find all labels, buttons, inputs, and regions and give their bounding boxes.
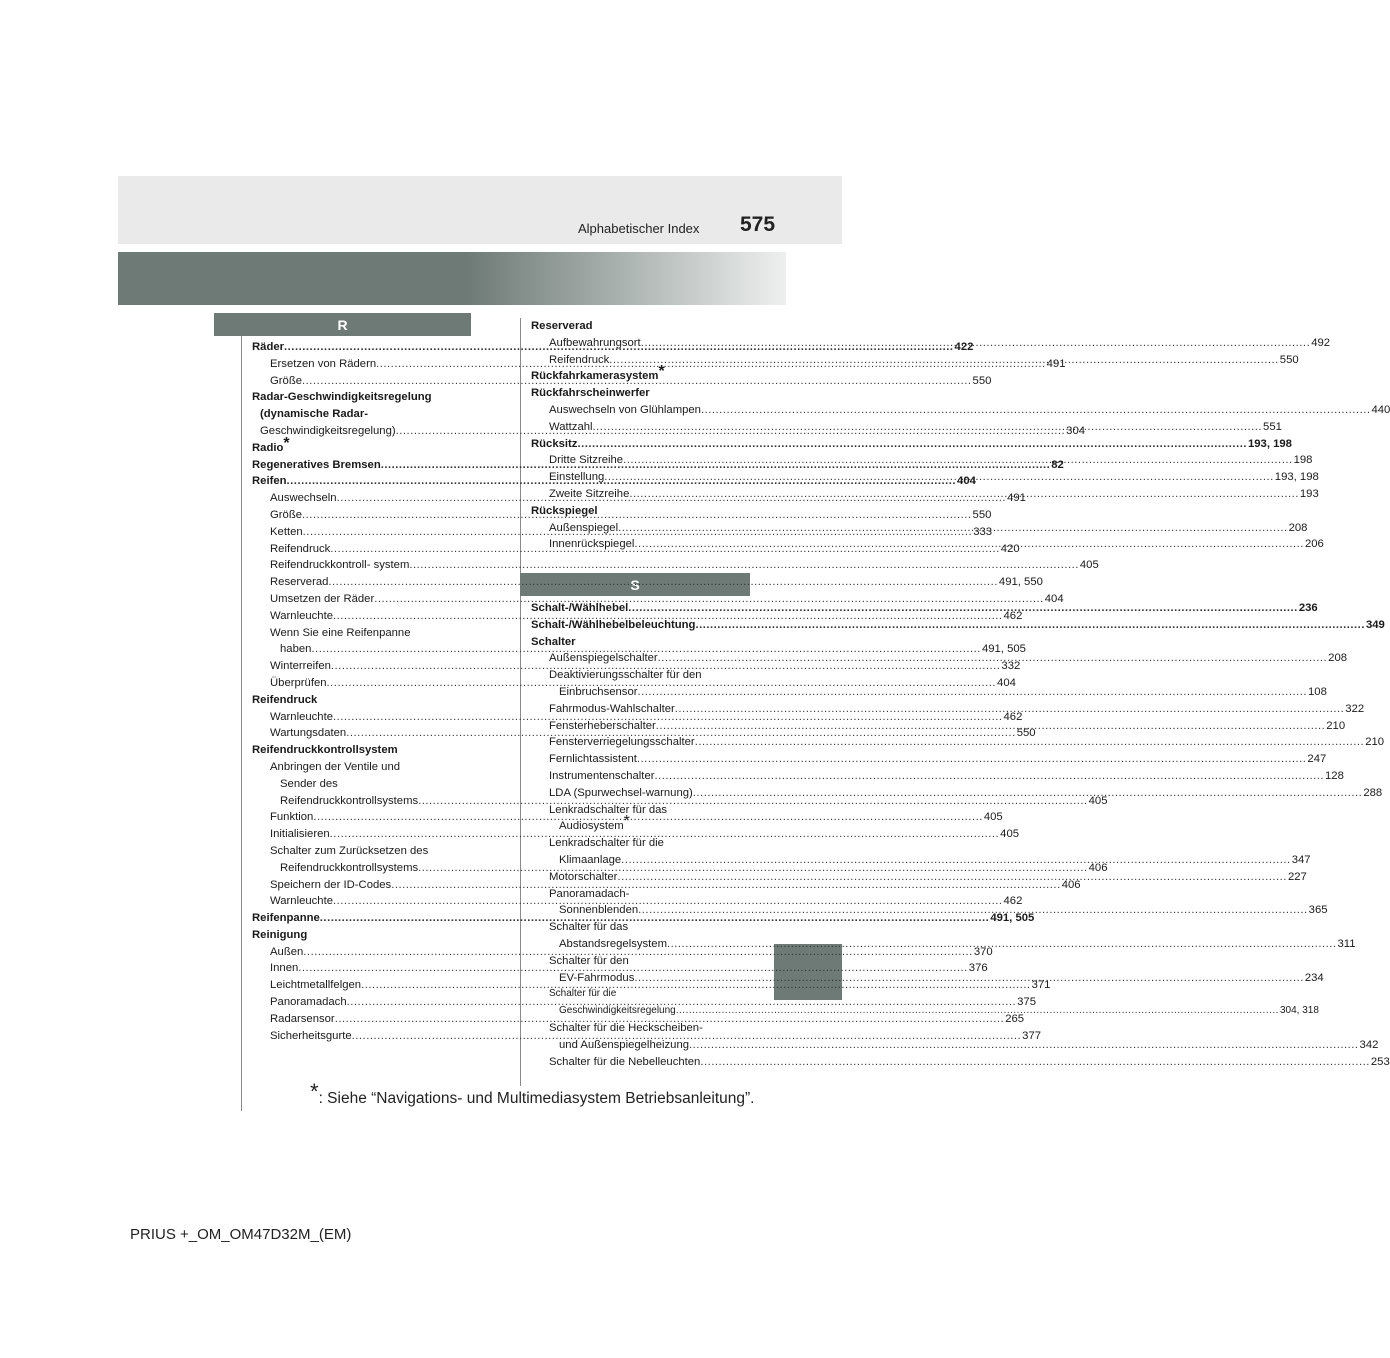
index-page-ref: 82 xyxy=(1051,458,1064,471)
index-term: Radio xyxy=(252,441,284,454)
dot-leader xyxy=(693,785,1363,802)
index-page-ref: 405 xyxy=(1000,828,1020,841)
index-term: Schalter für das xyxy=(549,921,629,934)
index-term: Wenn Sie eine Reifenpanne xyxy=(270,626,411,639)
index-heading xyxy=(531,813,751,835)
index-term: Radarsensor xyxy=(270,1012,335,1025)
index-page-ref: 198 xyxy=(1293,454,1313,467)
index-term: Schalt-/Wählhebelbeleuchtung xyxy=(531,618,696,631)
index-heading xyxy=(531,919,751,936)
index-term: Rückfahrkamerasystem xyxy=(531,370,659,383)
dot-leader xyxy=(637,751,1307,768)
index-term: Innenrückspiegel xyxy=(549,538,635,551)
index-entry xyxy=(531,617,1385,634)
index-page-ref: 371 xyxy=(1031,979,1051,992)
index-term: Reifendruckkontrollsystem xyxy=(252,744,398,757)
index-heading xyxy=(252,927,472,944)
index-term: Schalter xyxy=(531,635,576,648)
footnote-star-marker: * xyxy=(658,363,665,381)
index-page-ref: 265 xyxy=(1005,1012,1025,1025)
index-term: Reifendruckkontrollsystems xyxy=(280,861,419,874)
left-divider-line xyxy=(241,335,242,1111)
footnote-star: * xyxy=(310,1079,319,1104)
index-page-ref: 551 xyxy=(1263,420,1282,433)
index-page-ref: 342 xyxy=(1359,1038,1379,1051)
index-term: Warnleuchte xyxy=(270,895,333,908)
index-term: Sicherheitsgurte xyxy=(270,1029,352,1042)
header-band xyxy=(118,176,842,244)
index-term: Radar-Geschwindigkeitsregelung xyxy=(252,391,432,404)
index-term: Reifendruckkontrollsystems xyxy=(280,794,419,807)
index-entry xyxy=(531,402,1390,419)
index-term: Anbringen der Ventile und xyxy=(270,760,401,773)
index-term: Größe xyxy=(270,508,303,521)
index-entry xyxy=(252,557,1099,574)
index-entry xyxy=(531,1037,1379,1054)
document-id: PRIUS +_OM_OM47D32M_(EM) xyxy=(130,1226,352,1243)
index-page-ref: 404 xyxy=(957,475,976,488)
dot-leader xyxy=(695,617,1365,634)
dot-leader xyxy=(593,419,1263,436)
index-term: Geschwindigkeitsregelung) xyxy=(260,424,396,437)
index-term: Fernlichtassistent xyxy=(549,753,637,766)
dot-leader xyxy=(700,1054,1370,1071)
index-term: Zweite Sitzreihe xyxy=(549,487,630,500)
dot-leader xyxy=(577,436,1247,453)
index-term: Außenspiegelschalter xyxy=(549,652,658,665)
index-heading xyxy=(531,385,751,402)
index-term: Panoramadach- xyxy=(549,887,630,900)
index-term: Fensterheberschalter xyxy=(549,719,656,732)
index-term: Schalter für die xyxy=(549,988,617,1000)
index-page-ref: 462 xyxy=(1003,895,1023,908)
index-term: Überprüfen xyxy=(270,676,327,689)
index-term: Innen xyxy=(270,962,299,975)
index-term: (dynamische Radar- xyxy=(260,408,368,421)
index-page-ref: 333 xyxy=(973,525,993,538)
index-term: Winterreifen xyxy=(270,660,331,673)
index-entry xyxy=(531,684,1327,701)
dot-leader xyxy=(689,1037,1359,1054)
index-heading xyxy=(531,802,751,819)
index-page-ref: 376 xyxy=(968,962,988,975)
page-number: 575 xyxy=(740,213,776,236)
footnote xyxy=(310,1079,755,1108)
dot-leader xyxy=(629,486,1299,503)
index-term: Warnleuchte xyxy=(270,609,333,622)
index-term: Fensterverriegelungsschalter xyxy=(549,736,695,749)
dot-leader xyxy=(628,600,1298,617)
footnote-text: : Siehe “Navigations- und Multimediasystem Betriebsanleitung”. xyxy=(318,1090,755,1107)
index-term: Auswechseln xyxy=(270,492,337,505)
index-page-ref: 550 xyxy=(1279,353,1299,366)
index-page-ref: 406 xyxy=(1061,878,1081,891)
index-term: haben xyxy=(280,643,312,656)
index-page-ref: 349 xyxy=(1365,618,1385,631)
index-heading xyxy=(252,406,472,423)
index-term: Wattzahl xyxy=(549,420,593,433)
index-page-ref: 491, 505 xyxy=(990,912,1035,925)
index-term: Fahrmodus-Wahlschalter xyxy=(549,702,675,715)
index-heading xyxy=(252,776,472,793)
index-heading xyxy=(252,843,472,860)
index-term: Reinigung xyxy=(252,928,308,941)
index-page-ref: 405 xyxy=(1088,794,1108,807)
index-term: Lenkradschalter für die xyxy=(549,837,664,850)
index-term: Außen xyxy=(270,945,304,958)
index-term: Speichern der ID-Codes xyxy=(270,878,392,891)
index-heading xyxy=(531,503,751,520)
index-heading xyxy=(531,634,751,651)
index-term: LDA (Spurwechsel-warnung) xyxy=(549,786,693,799)
dot-leader xyxy=(621,852,1291,869)
dot-leader xyxy=(634,970,1304,987)
index-page-ref: 491 xyxy=(1007,492,1026,505)
index-term: Reifenpanne xyxy=(252,912,320,925)
dot-leader xyxy=(656,718,1326,735)
index-term: Sonnenblenden xyxy=(559,904,639,917)
index-term: Wartungsdaten xyxy=(270,727,347,740)
footnote-star-marker: * xyxy=(283,434,290,452)
dot-leader xyxy=(638,902,1308,919)
index-term: Lenkradschalter für das xyxy=(549,803,668,816)
index-term: Außenspiegel xyxy=(549,521,619,534)
index-term: Größe xyxy=(270,374,303,387)
dot-leader xyxy=(609,352,1279,369)
index-term: Abstandsregelsystem xyxy=(559,937,667,950)
index-term: Ketten xyxy=(270,525,303,538)
index-page-ref: 375 xyxy=(1017,996,1036,1009)
index-term: Aufbewahrungsort xyxy=(549,336,641,349)
index-page-ref: 406 xyxy=(1088,861,1108,874)
index-term: Deaktivierungsschalter für den xyxy=(549,669,702,682)
index-page-ref: 253 xyxy=(1370,1055,1390,1068)
index-page-ref: 365 xyxy=(1308,904,1328,917)
index-page-ref: 210 xyxy=(1326,719,1346,732)
index-term: Audiosystem xyxy=(559,820,624,833)
index-term: Warnleuchte xyxy=(270,710,333,723)
index-term: Schalter für die Nebelleuchten xyxy=(549,1055,701,1068)
index-term: Reifendruck xyxy=(549,353,610,366)
index-heading xyxy=(531,886,751,903)
index-page-ref: 405 xyxy=(1079,559,1099,572)
index-term: Einbruchsensor xyxy=(559,685,638,698)
dot-leader xyxy=(623,452,1293,469)
index-term: Räder xyxy=(252,341,285,353)
index-term: EV-Fahrmodus xyxy=(559,971,635,984)
index-page-ref: 377 xyxy=(1022,1029,1042,1042)
index-page-ref: 234 xyxy=(1304,971,1324,984)
index-heading xyxy=(252,625,472,642)
index-page-ref: 206 xyxy=(1304,538,1324,551)
index-entry xyxy=(252,574,1043,591)
index-page-ref: 227 xyxy=(1287,870,1307,883)
index-page-ref: 420 xyxy=(1000,542,1020,555)
index-heading xyxy=(531,667,751,684)
index-page-ref: 440 xyxy=(1371,403,1390,416)
index-page-ref: 236 xyxy=(1298,602,1318,614)
dot-leader xyxy=(695,734,1365,751)
index-page-ref: 208 xyxy=(1288,521,1308,534)
index-heading xyxy=(531,1020,751,1037)
index-page-ref: 322 xyxy=(1345,702,1365,715)
dot-leader xyxy=(328,574,998,591)
index-heading xyxy=(252,742,472,759)
index-page-ref: 492 xyxy=(1311,336,1331,349)
index-page-ref: 311 xyxy=(1337,937,1356,950)
index-term: Funktion xyxy=(270,811,314,824)
index-term: Regeneratives Bremsen xyxy=(252,458,381,471)
index-term: Reserverad xyxy=(531,320,593,332)
dot-leader xyxy=(675,701,1345,718)
decorative-gradient-bar xyxy=(118,252,786,305)
index-entry xyxy=(531,751,1327,768)
index-term: Geschwindigkeitsregelung xyxy=(559,1005,676,1017)
index-page-ref: 108 xyxy=(1308,685,1327,698)
index-page-ref: 491 xyxy=(1046,357,1066,370)
index-page-ref: 193 xyxy=(1299,487,1319,500)
index-page-ref: 405 xyxy=(983,811,1003,824)
index-page-ref: 422 xyxy=(954,341,974,353)
dot-leader xyxy=(409,557,1079,574)
index-heading xyxy=(531,953,751,970)
dot-leader xyxy=(638,684,1308,701)
index-page-ref: 404 xyxy=(1044,592,1064,605)
index-term: Umsetzen der Räder xyxy=(270,592,375,605)
index-term: Reifendruck xyxy=(252,693,318,706)
index-heading xyxy=(531,363,751,385)
dot-leader xyxy=(667,936,1337,953)
index-term: und Außenspiegelheizung xyxy=(559,1038,690,1051)
footnote-star-marker: * xyxy=(623,813,630,831)
index-entry xyxy=(531,1054,1390,1071)
index-term: Reifendruckkontroll- system xyxy=(270,559,410,572)
index-entry xyxy=(531,768,1344,785)
index-heading xyxy=(531,835,751,852)
index-page-ref: 208 xyxy=(1328,652,1348,665)
index-heading xyxy=(252,389,472,406)
index-page-ref: 550 xyxy=(1016,727,1036,740)
index-page-ref: 210 xyxy=(1365,736,1385,749)
dot-leader xyxy=(618,520,1288,537)
index-page-ref: 193, 198 xyxy=(1274,471,1319,484)
dot-leader xyxy=(617,869,1287,886)
index-heading xyxy=(531,318,751,335)
index-entry xyxy=(531,734,1385,751)
index-page-ref: 550 xyxy=(972,374,992,387)
dot-leader xyxy=(658,650,1328,667)
index-page-ref: 491, 550 xyxy=(998,576,1043,589)
index-term: Rückfahrscheinwerfer xyxy=(531,387,650,400)
index-term: Schalter für den xyxy=(549,954,629,967)
index-term: Schalter zum Zurücksetzen des xyxy=(270,844,429,857)
index-term: Klimaanlage xyxy=(559,853,622,866)
index-page-ref: 304 xyxy=(1066,424,1086,437)
index-entry xyxy=(531,436,1292,453)
index-heading xyxy=(252,434,472,457)
index-heading xyxy=(252,759,472,776)
index-term: Initialisieren xyxy=(270,828,330,841)
index-term: Panoramadach xyxy=(270,996,347,1009)
index-term: Schalt-/Wählhebel xyxy=(531,602,629,614)
index-term: Auswechseln von Glühlampen xyxy=(549,403,701,416)
index-term: Rückspiegel xyxy=(531,504,598,517)
index-term: Reserverad xyxy=(270,576,329,589)
index-page-ref: 304, 318 xyxy=(1279,1005,1319,1017)
index-page-ref: 370 xyxy=(973,945,993,958)
dot-leader xyxy=(604,469,1274,486)
index-page-ref: 288 xyxy=(1363,786,1383,799)
index-page-ref: 491, 505 xyxy=(981,643,1026,656)
section-header-s: S xyxy=(520,573,750,596)
index-term: Einstellung xyxy=(549,471,605,484)
index-page-ref: 462 xyxy=(1003,710,1023,723)
index-term: Ersetzen von Rädern xyxy=(270,357,377,370)
dot-leader xyxy=(641,335,1311,352)
index-term: Leichtmetallfelgen xyxy=(270,979,362,992)
index-page-ref: 247 xyxy=(1307,753,1327,766)
index-term: Motorschalter xyxy=(549,870,618,883)
dot-leader xyxy=(676,1003,1279,1020)
index-term: Reifendruck xyxy=(270,542,331,555)
index-term: Rücksitz xyxy=(531,437,578,450)
dot-leader xyxy=(701,402,1371,419)
index-page-ref: 332 xyxy=(1001,660,1021,673)
index-page-ref: 404 xyxy=(997,676,1016,689)
section-header-r: R xyxy=(214,313,471,336)
index-term: Sender des xyxy=(280,777,338,790)
index-heading xyxy=(252,692,472,709)
index-heading xyxy=(531,986,751,1003)
index-page-ref: 193, 198 xyxy=(1247,437,1292,450)
index-page-ref: 462 xyxy=(1003,609,1023,622)
dot-leader xyxy=(655,768,1325,785)
index-term: Schalter für die Heckscheiben- xyxy=(549,1021,703,1034)
page-header-title: Alphabetischer Index xyxy=(578,221,700,236)
index-term: Reifen xyxy=(252,475,287,488)
index-page-ref: 347 xyxy=(1291,853,1311,866)
index-term: Instrumentenschalter xyxy=(549,769,655,782)
index-term: Dritte Sitzreihe xyxy=(549,454,624,467)
dot-leader xyxy=(634,536,1304,553)
index-page-ref: 128 xyxy=(1325,769,1344,782)
index-page-ref: 550 xyxy=(972,508,992,521)
